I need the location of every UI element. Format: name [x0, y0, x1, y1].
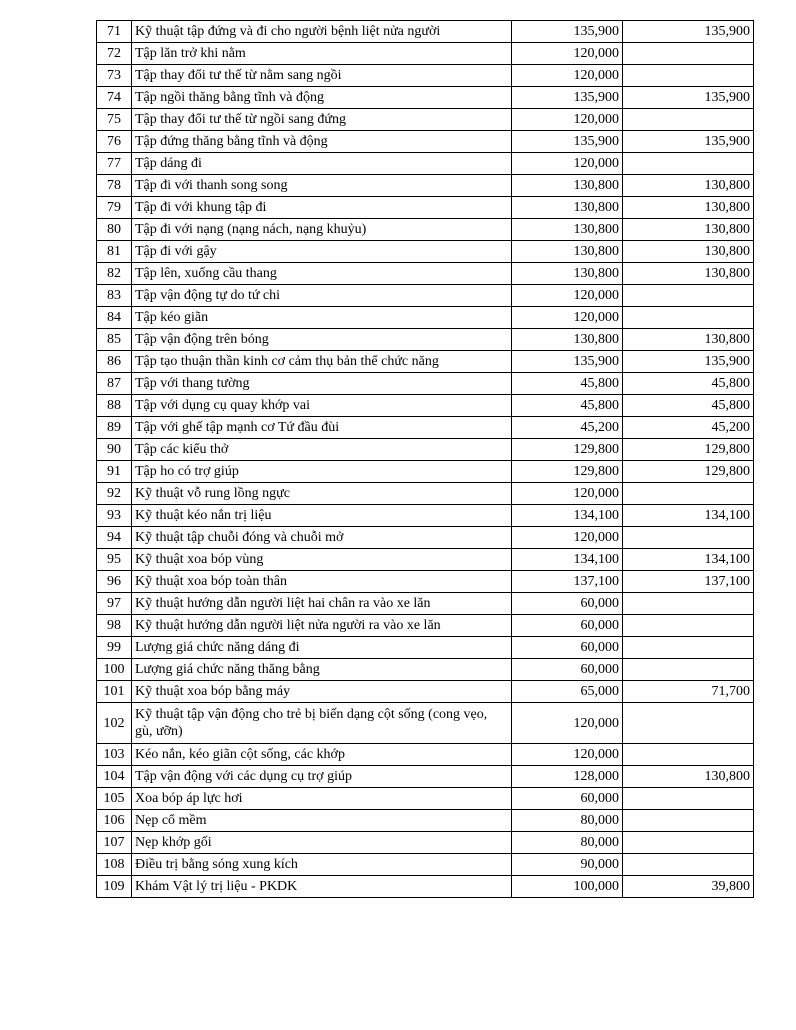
price-cell: 130,800: [512, 219, 623, 241]
insurance-price-cell: [623, 65, 754, 87]
insurance-price-cell: 130,800: [623, 175, 754, 197]
row-number-cell: 91: [97, 461, 132, 483]
row-number-cell: 109: [97, 876, 132, 898]
price-cell: 60,000: [512, 788, 623, 810]
price-cell: 130,800: [512, 175, 623, 197]
row-number-cell: 105: [97, 788, 132, 810]
insurance-price-cell: 135,900: [623, 351, 754, 373]
price-cell: 120,000: [512, 307, 623, 329]
row-number-cell: 71: [97, 21, 132, 43]
insurance-price-cell: 134,100: [623, 549, 754, 571]
insurance-price-cell: 45,800: [623, 395, 754, 417]
price-cell: 120,000: [512, 703, 623, 744]
insurance-price-cell: [623, 285, 754, 307]
price-cell: 120,000: [512, 744, 623, 766]
price-cell: 128,000: [512, 766, 623, 788]
row-number-cell: 108: [97, 854, 132, 876]
insurance-price-cell: 137,100: [623, 571, 754, 593]
table-row: [97, 439, 754, 461]
insurance-price-cell: [623, 832, 754, 854]
table-row: [97, 329, 754, 351]
insurance-price-cell: 134,100: [623, 505, 754, 527]
insurance-price-cell: [623, 307, 754, 329]
service-name-cell: Tập các kiểu thở: [132, 439, 512, 461]
row-number-cell: 101: [97, 681, 132, 703]
row-number-cell: 96: [97, 571, 132, 593]
table-row: [97, 153, 754, 175]
insurance-price-cell: [623, 637, 754, 659]
insurance-price-cell: 130,800: [623, 766, 754, 788]
row-number-cell: 77: [97, 153, 132, 175]
service-name-cell: Nẹp khớp gối: [132, 832, 512, 854]
price-cell: 65,000: [512, 681, 623, 703]
row-number-cell: 82: [97, 263, 132, 285]
insurance-price-cell: 130,800: [623, 329, 754, 351]
table-row: [97, 549, 754, 571]
service-name-cell: Tập vận động tự do tứ chi: [132, 285, 512, 307]
row-number-cell: 81: [97, 241, 132, 263]
insurance-price-cell: [623, 527, 754, 549]
service-name-cell: Tập ho có trợ giúp: [132, 461, 512, 483]
service-name-cell: Kỹ thuật vỗ rung lồng ngực: [132, 483, 512, 505]
service-name-cell: Tập vận động trên bóng: [132, 329, 512, 351]
insurance-price-cell: 135,900: [623, 87, 754, 109]
table-row: [97, 615, 754, 637]
price-cell: 100,000: [512, 876, 623, 898]
row-number-cell: 74: [97, 87, 132, 109]
row-number-cell: 84: [97, 307, 132, 329]
table-row: [97, 788, 754, 810]
row-number-cell: 95: [97, 549, 132, 571]
row-number-cell: 80: [97, 219, 132, 241]
table-row: [97, 744, 754, 766]
service-name-cell: Kỹ thuật xoa bóp bằng máy: [132, 681, 512, 703]
row-number-cell: 85: [97, 329, 132, 351]
service-name-cell: Tập đứng thăng bằng tĩnh và động: [132, 131, 512, 153]
insurance-price-cell: [623, 744, 754, 766]
table-row: [97, 197, 754, 219]
service-name-cell: Kỹ thuật xoa bóp toàn thân: [132, 571, 512, 593]
table-row: [97, 373, 754, 395]
table-row: [97, 593, 754, 615]
price-cell: 134,100: [512, 549, 623, 571]
service-name-cell: Tập thay đổi tư thế từ nằm sang ngồi: [132, 65, 512, 87]
row-number-cell: 87: [97, 373, 132, 395]
table-row: [97, 307, 754, 329]
row-number-cell: 86: [97, 351, 132, 373]
price-cell: 120,000: [512, 153, 623, 175]
table-row: [97, 766, 754, 788]
insurance-price-cell: [623, 109, 754, 131]
insurance-price-cell: [623, 593, 754, 615]
table-row: [97, 263, 754, 285]
price-cell: 130,800: [512, 263, 623, 285]
table-row: [97, 175, 754, 197]
table-row: [97, 65, 754, 87]
insurance-price-cell: [623, 615, 754, 637]
row-number-cell: 90: [97, 439, 132, 461]
row-number-cell: 73: [97, 65, 132, 87]
price-cell: 129,800: [512, 439, 623, 461]
service-name-cell: Khám Vật lý trị liệu - PKDK: [132, 876, 512, 898]
price-cell: 135,900: [512, 351, 623, 373]
table-row: [97, 131, 754, 153]
insurance-price-cell: 129,800: [623, 461, 754, 483]
price-table-body: [97, 21, 754, 898]
insurance-price-cell: [623, 703, 754, 744]
insurance-price-cell: 71,700: [623, 681, 754, 703]
price-cell: 45,200: [512, 417, 623, 439]
insurance-price-cell: 45,800: [623, 373, 754, 395]
table-row: [97, 417, 754, 439]
price-cell: 120,000: [512, 43, 623, 65]
insurance-price-cell: 45,200: [623, 417, 754, 439]
service-name-cell: Tập với thang tường: [132, 373, 512, 395]
service-name-cell: Tập vận động với các dụng cụ trợ giúp: [132, 766, 512, 788]
insurance-price-cell: [623, 854, 754, 876]
insurance-price-cell: [623, 659, 754, 681]
service-name-cell: Kỹ thuật kéo nắn trị liệu: [132, 505, 512, 527]
service-name-cell: Tập lên, xuống cầu thang: [132, 263, 512, 285]
row-number-cell: 103: [97, 744, 132, 766]
table-row: [97, 395, 754, 417]
service-name-cell: Tập đi với thanh song song: [132, 175, 512, 197]
row-number-cell: 93: [97, 505, 132, 527]
service-name-cell: Tập lăn trở khi nằm: [132, 43, 512, 65]
service-name-cell: Tập với dụng cụ quay khớp vai: [132, 395, 512, 417]
insurance-price-cell: [623, 788, 754, 810]
insurance-price-cell: 129,800: [623, 439, 754, 461]
service-name-cell: Kỹ thuật tập đứng và đi cho người bệnh liệt nửa người: [132, 21, 512, 43]
service-name-cell: Tập với ghế tập mạnh cơ Tứ đầu đùi: [132, 417, 512, 439]
service-name-cell: Kỹ thuật xoa bóp vùng: [132, 549, 512, 571]
price-cell: 130,800: [512, 197, 623, 219]
price-cell: 60,000: [512, 615, 623, 637]
table-row: [97, 832, 754, 854]
price-cell: 80,000: [512, 810, 623, 832]
price-cell: 135,900: [512, 131, 623, 153]
row-number-cell: 89: [97, 417, 132, 439]
service-name-cell: Tập tạo thuận thần kinh cơ cảm thụ bản thể chức năng: [132, 351, 512, 373]
price-cell: 129,800: [512, 461, 623, 483]
price-cell: 135,900: [512, 21, 623, 43]
row-number-cell: 104: [97, 766, 132, 788]
row-number-cell: 107: [97, 832, 132, 854]
price-cell: 120,000: [512, 285, 623, 307]
insurance-price-cell: [623, 483, 754, 505]
row-number-cell: 98: [97, 615, 132, 637]
table-row: [97, 87, 754, 109]
table-row: [97, 21, 754, 43]
service-name-cell: Lượng giá chức năng dáng đi: [132, 637, 512, 659]
service-name-cell: Kỹ thuật hướng dẫn người liệt nửa người ra vào xe lăn: [132, 615, 512, 637]
table-row: [97, 659, 754, 681]
row-number-cell: 97: [97, 593, 132, 615]
service-name-cell: Kỹ thuật tập chuỗi đóng và chuỗi mở: [132, 527, 512, 549]
row-number-cell: 76: [97, 131, 132, 153]
row-number-cell: 106: [97, 810, 132, 832]
row-number-cell: 79: [97, 197, 132, 219]
row-number-cell: 88: [97, 395, 132, 417]
row-number-cell: 72: [97, 43, 132, 65]
service-name-cell: Tập kéo giãn: [132, 307, 512, 329]
price-cell: 130,800: [512, 241, 623, 263]
insurance-price-cell: [623, 810, 754, 832]
price-table: [96, 20, 754, 898]
price-cell: 60,000: [512, 659, 623, 681]
row-number-cell: 78: [97, 175, 132, 197]
insurance-price-cell: 135,900: [623, 21, 754, 43]
table-row: [97, 876, 754, 898]
table-row: [97, 527, 754, 549]
service-name-cell: Tập đi với nạng (nạng nách, nạng khuỷu): [132, 219, 512, 241]
table-row: [97, 461, 754, 483]
insurance-price-cell: 130,800: [623, 263, 754, 285]
service-name-cell: Điều trị bằng sóng xung kích: [132, 854, 512, 876]
table-row: [97, 285, 754, 307]
price-cell: 135,900: [512, 87, 623, 109]
table-row: [97, 703, 754, 744]
row-number-cell: 99: [97, 637, 132, 659]
table-row: [97, 681, 754, 703]
insurance-price-cell: 130,800: [623, 241, 754, 263]
price-cell: 130,800: [512, 329, 623, 351]
table-row: [97, 505, 754, 527]
insurance-price-cell: 130,800: [623, 197, 754, 219]
service-name-cell: Kéo nắn, kéo giãn cột sống, các khớp: [132, 744, 512, 766]
table-row: [97, 854, 754, 876]
price-cell: 60,000: [512, 593, 623, 615]
insurance-price-cell: [623, 43, 754, 65]
service-name-cell: Lượng giá chức năng thăng bằng: [132, 659, 512, 681]
service-name-cell: Kỹ thuật hướng dẫn người liệt hai chân ra vào xe lăn: [132, 593, 512, 615]
service-name-cell: Tập đi với gậy: [132, 241, 512, 263]
table-row: [97, 109, 754, 131]
row-number-cell: 92: [97, 483, 132, 505]
price-cell: 137,100: [512, 571, 623, 593]
table-row: [97, 637, 754, 659]
service-name-cell: Tập thay đổi tư thế từ ngồi sang đứng: [132, 109, 512, 131]
row-number-cell: 75: [97, 109, 132, 131]
service-name-cell: Nẹp cổ mềm: [132, 810, 512, 832]
row-number-cell: 94: [97, 527, 132, 549]
price-cell: 120,000: [512, 109, 623, 131]
price-cell: 45,800: [512, 373, 623, 395]
price-cell: 45,800: [512, 395, 623, 417]
row-number-cell: 100: [97, 659, 132, 681]
price-cell: 60,000: [512, 637, 623, 659]
service-name-cell: Xoa bóp áp lực hơi: [132, 788, 512, 810]
table-row: [97, 43, 754, 65]
price-cell: 120,000: [512, 65, 623, 87]
service-name-cell: Kỹ thuật tập vận động cho trẻ bị biến dạng cột sống (cong vẹo, gù, ưỡn): [132, 703, 512, 744]
price-cell: 80,000: [512, 832, 623, 854]
price-cell: 134,100: [512, 505, 623, 527]
service-name-cell: Tập ngồi thăng bằng tĩnh và động: [132, 87, 512, 109]
insurance-price-cell: 130,800: [623, 219, 754, 241]
row-number-cell: 83: [97, 285, 132, 307]
price-cell: 90,000: [512, 854, 623, 876]
table-row: [97, 810, 754, 832]
table-row: [97, 241, 754, 263]
service-name-cell: Tập đi với khung tập đi: [132, 197, 512, 219]
insurance-price-cell: [623, 153, 754, 175]
service-name-cell: Tập dáng đi: [132, 153, 512, 175]
table-row: [97, 571, 754, 593]
table-row: [97, 483, 754, 505]
insurance-price-cell: 135,900: [623, 131, 754, 153]
insurance-price-cell: 39,800: [623, 876, 754, 898]
price-cell: 120,000: [512, 527, 623, 549]
table-row: [97, 351, 754, 373]
price-cell: 120,000: [512, 483, 623, 505]
row-number-cell: 102: [97, 703, 132, 744]
table-row: [97, 219, 754, 241]
